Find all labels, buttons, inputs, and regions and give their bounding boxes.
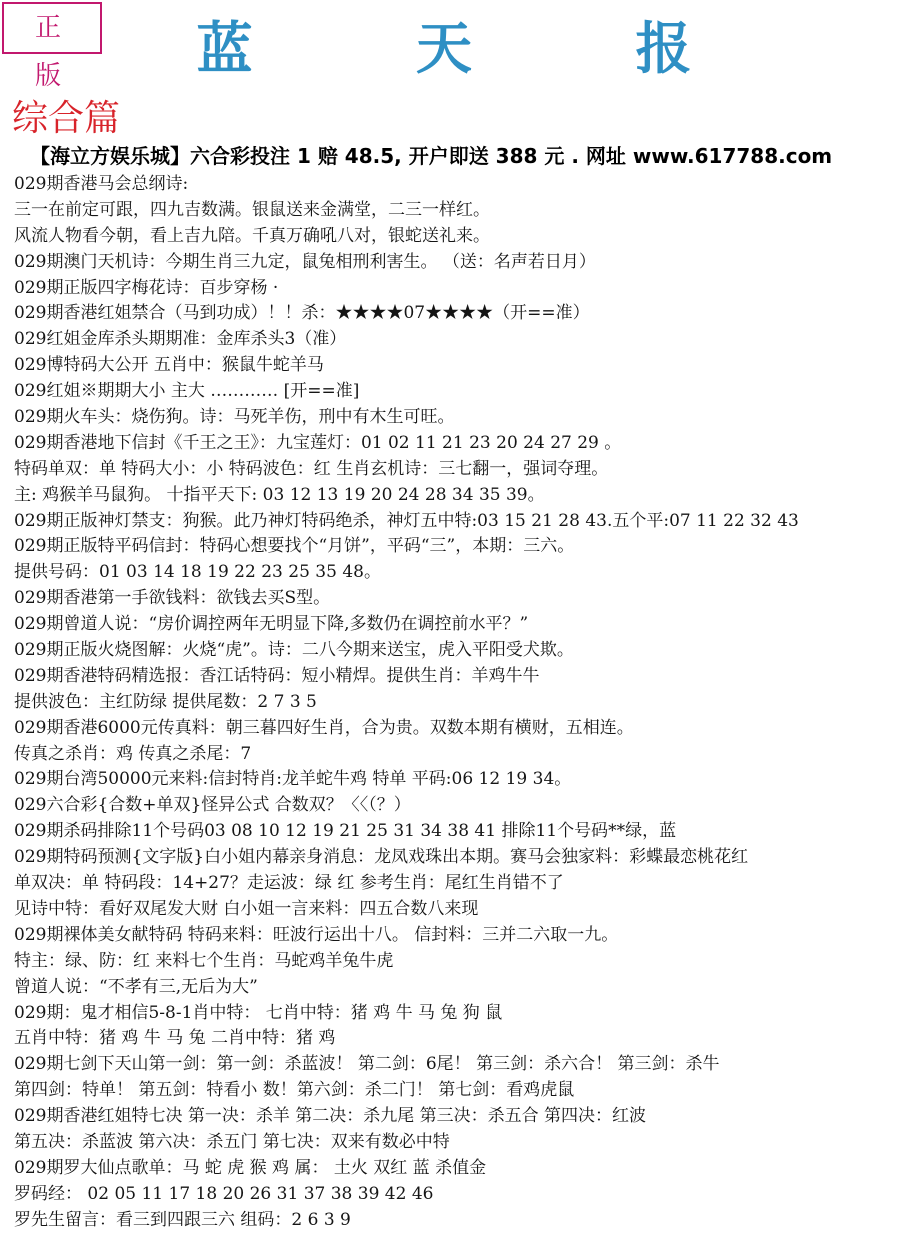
- text-line: 029红姐金库杀头期期准：金库杀头3（准）: [14, 329, 347, 350]
- text-line: 029期香港特码精选报：香江话特码：短小精焊。提供生肖：羊鸡牛牛: [14, 665, 540, 686]
- text-line: 029期正版四字梅花诗：百步穿杨 ·: [14, 277, 279, 298]
- text-line: 提供波色：主红防绿 提供尾数：2 7 3 5: [14, 691, 317, 712]
- text-line: 029六合彩{合数+单双}怪异公式 合数双？〈〈（？）: [14, 795, 411, 816]
- text-line: 第四剑：特单！ 第五剑：特看小 数！第六剑：杀二门！ 第七剑：看鸡虎鼠: [14, 1080, 575, 1101]
- text-line: 第五决：杀蓝波 第六决：杀五门 第七决：双来有数必中特: [14, 1131, 450, 1152]
- text-line: 提供号码：01 03 14 18 19 22 23 25 35 48。: [14, 562, 381, 583]
- text-line: 罗码经： 02 05 11 17 18 20 26 31 37 38 39 42 46: [14, 1183, 434, 1204]
- text-line: 029博特码大公开 五肖中：猴鼠牛蛇羊马: [14, 355, 324, 376]
- text-line: 029红姐※期期大小 主大 ………… [开==准]: [14, 381, 360, 402]
- text-line: 029期特码预测{文字版}白小姐内幕亲身消息：龙凤戏珠出本期。赛马会独家料：彩蝶最恋桃花红: [14, 847, 749, 868]
- text-line: 029期澳门天机诗：今期生肖三九定，鼠兔相刑利害生。 （送：名声若日月）: [14, 251, 596, 272]
- text-line: 029期七剑下天山第一剑：第一剑：杀蓝波！ 第二剑：6尾！ 第三剑：杀六合！ 第三剑：杀牛: [14, 1054, 720, 1075]
- masthead-title: 蓝 天 报: [196, 16, 764, 82]
- text-line: 029期正版火烧图解：火烧“虎”。诗：二八今期来送宝，虎入平阳受犬欺。: [14, 640, 574, 661]
- text-line: 029期正版特平码信封：特码心想要找个“月饼”，平码“三”，本期：三六。: [14, 536, 575, 557]
- text-line: 029期台湾50000元来料:信封特肖:龙羊蛇牛鸡 特单 平码:06 12 19 34。: [14, 769, 572, 790]
- text-line: 029期曾道人说：“房价调控两年无明显下降,多数仍在调控前水平？”: [14, 614, 529, 635]
- text-line: 曾道人说：“不孝有三,无后为大”: [14, 976, 258, 997]
- text-line: 特码单双：单 特码大小：小 特码波色：红 生肖玄机诗：三七翻一，强词夺理。: [14, 458, 609, 479]
- edition-badge: 正 版: [2, 2, 102, 54]
- text-line: 029期香港地下信封《千王之王》：九宝莲灯：01 02 11 21 23 20 24 27 29 。: [14, 432, 622, 453]
- text-line: 029期香港第一手欲钱料：欲钱去买S型。: [14, 588, 331, 609]
- text-line: 029期香港6000元传真料：朝三暮四好生肖，合为贵。双数本期有横财，五相连。: [14, 717, 634, 738]
- text-line: 主: 鸡猴羊马鼠狗。 十指平天下: 03 12 13 19 20 24 28 34 35 39。: [14, 484, 545, 505]
- text-lines: [14, 172, 898, 1234]
- section-title: 综合篇: [12, 98, 121, 139]
- text-line: 029期裸体美女献特码 特码来料：旺波行运出十八。 信封料：三并二六取一九。: [14, 924, 619, 945]
- text-line: 029期香港红姐禁合（马到功成）！！杀：★★★★07★★★★（开==准）: [14, 303, 590, 324]
- text-line: 见诗中特：看好双尾发大财 白小姐一言来料：四五合数八来现: [14, 898, 479, 919]
- text-line: 029期香港马会总纲诗:: [14, 174, 189, 194]
- text-line: 风流人物看今朝，看上吉九陪。千真万确吼八对，银蛇送礼来。: [14, 225, 490, 246]
- text-line: 029期正版神灯禁支：狗猴。此乃神灯特码绝杀，神灯五中特:03 15 21 28 43.五个平:07 11 22 32 43: [14, 510, 799, 531]
- text-line: 传真之杀肖：鸡 传真之杀尾：7: [14, 743, 252, 764]
- text-line: 029期火车头：烧伤狗。诗：马死羊伤，刑中有木生可旺。: [14, 407, 455, 428]
- text-line: 五肖中特：猪 鸡 牛 马 兔 二肖中特：猪 鸡: [14, 1028, 336, 1049]
- text-line: 029期罗大仙点歌单：马 蛇 虎 猴 鸡 属： 土火 双红 蓝 杀值金: [14, 1157, 487, 1178]
- text-line: 029期香港红姐特七决 第一决：杀羊 第二决：杀九尾 第三决：杀五合 第四决：红波: [14, 1106, 647, 1127]
- ad-banner: 【海立方娱乐城】六合彩投注 1 赔 48.5, 开户即送 388 元 . 网址 www.617788.com: [30, 144, 833, 168]
- text-line: 三一在前定可跟，四九吉数满。银鼠送来金满堂，二三一样红。: [14, 199, 490, 220]
- text-line: 特主：绿、防：红 来料七个生肖：马蛇鸡羊兔牛虎: [14, 950, 394, 971]
- text-line: 罗先生留言：看三到四跟三六 组码：2 6 3 9: [14, 1209, 351, 1230]
- text-line: 029期：鬼才相信5-8-1肖中特： 七肖中特：猪 鸡 牛 马 兔 狗 鼠: [14, 1002, 503, 1023]
- text-line: 单双决：单 特码段：14+27？走运波：绿 红 参考生肖：尾红生肖错不了: [14, 873, 564, 894]
- text-line: 029期杀码排除11个号码03 08 10 12 19 21 25 31 34 38 41 排除11个号码**绿，蓝: [14, 821, 677, 842]
